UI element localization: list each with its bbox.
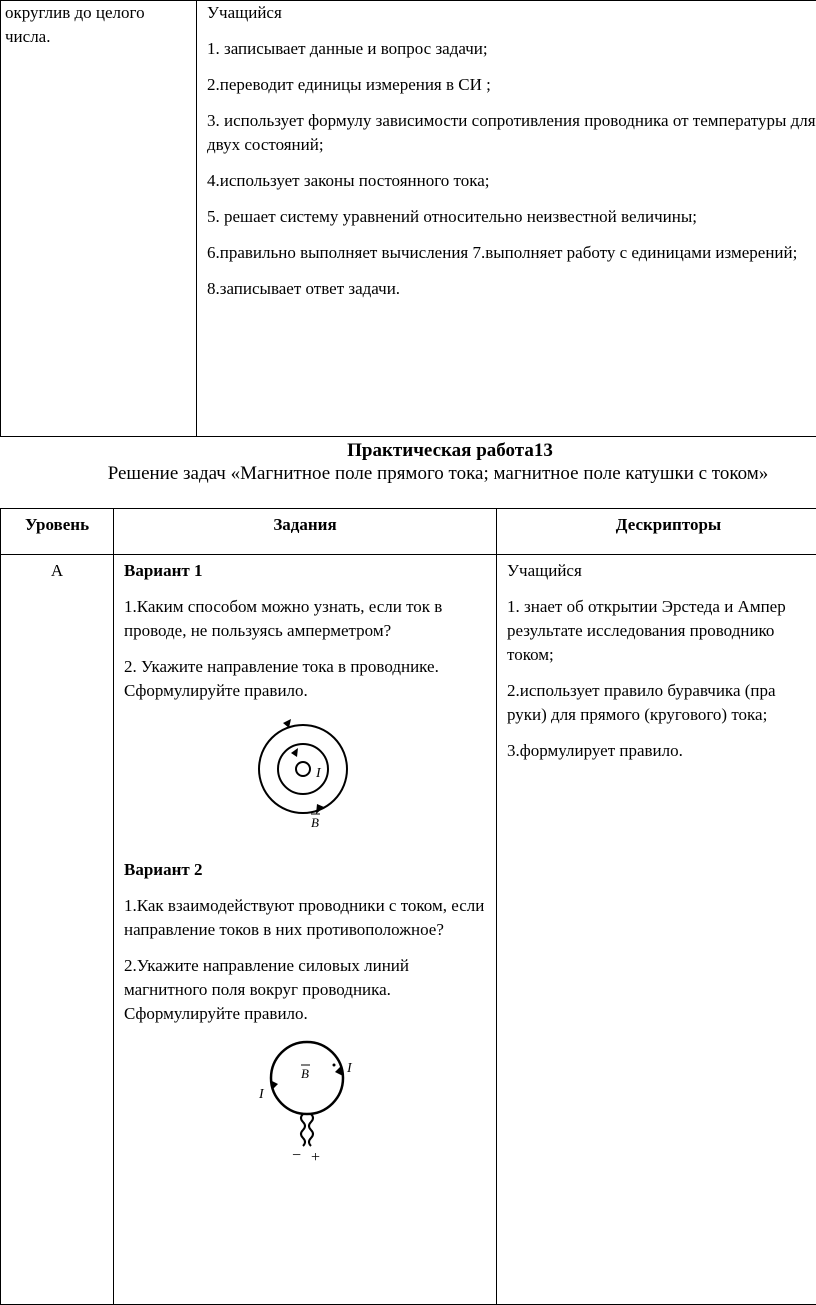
current-label: I bbox=[315, 766, 322, 781]
level-cell: А bbox=[1, 555, 114, 1305]
criteria-line: 3. использует формулу зависимости сопротивления проводника от температуры для двух состояний; bbox=[207, 109, 816, 157]
header-tasks: Задания bbox=[114, 509, 497, 555]
variant2-question2: 2.Укажите направление силовых линий магнитного поля вокруг проводника. Сформулируйте правило. bbox=[124, 954, 486, 1026]
criteria-left-cell bbox=[1, 1, 197, 437]
descriptor-line: Учащийся bbox=[507, 559, 816, 583]
variant1-question1: 1.Каким способом можно узнать, если ток в проводе, не пользуясь амперметром? bbox=[124, 595, 486, 643]
variant2-question1: 1.Как взаимодействуют проводники с током, если направление токов в них противоположное? bbox=[124, 894, 486, 942]
criteria-line: Учащийся bbox=[207, 1, 816, 25]
field-label: B bbox=[301, 1066, 309, 1081]
straight-current-field-figure bbox=[245, 715, 365, 830]
descriptors-cell bbox=[497, 555, 816, 1305]
current-label-left: I bbox=[258, 1087, 265, 1102]
header-descriptors: Дескрипторы bbox=[497, 509, 816, 555]
section-title: Практическая работа13 bbox=[0, 440, 816, 462]
outer-field-circle bbox=[259, 725, 347, 813]
field-arrow-icon bbox=[291, 748, 298, 757]
lead-wire-left bbox=[301, 1114, 305, 1146]
lead-wire-right bbox=[309, 1114, 313, 1146]
tasks-cell bbox=[114, 555, 497, 1305]
section-subtitle: Решение задач «Магнитное поле прямого тока; магнитное поле катушки с током» bbox=[0, 463, 816, 485]
variant1-question2: 2. Укажите направление тока в проводнике. Сформулируйте правило. bbox=[124, 655, 486, 703]
criteria-line: 5. решает систему уравнений относительно неизвестной величины; bbox=[207, 205, 816, 229]
descriptor-line: 3.формулирует правило. bbox=[507, 739, 816, 763]
current-label-right: I bbox=[346, 1061, 353, 1076]
table-row bbox=[1, 555, 816, 1305]
conductor-circle bbox=[296, 762, 310, 776]
criteria-table bbox=[0, 0, 816, 437]
criteria-line: 6.правильно выполняет вычисления 7.выполняет работу с единицами измерений; bbox=[207, 241, 816, 265]
current-arrow-icon bbox=[270, 1080, 278, 1090]
header-row bbox=[1, 509, 816, 555]
criteria-line: 1. записывает данные и вопрос задачи; bbox=[207, 37, 816, 61]
descriptor-line: током; bbox=[507, 643, 816, 667]
circular-current-field-figure bbox=[245, 1038, 365, 1163]
criteria-line: 2.переводит единицы измерения в СИ ; bbox=[207, 73, 816, 97]
plus-terminal: + bbox=[311, 1149, 320, 1163]
field-label: B bbox=[311, 815, 319, 830]
descriptor-line: 1. знает об открытии Эрстеда и Ампер bbox=[507, 595, 816, 619]
criteria-right-cell bbox=[197, 1, 816, 437]
criteria-left-text: округлив до целого числа. bbox=[5, 3, 145, 46]
criteria-line: 8.записывает ответ задачи. bbox=[207, 277, 816, 301]
minus-terminal: − bbox=[292, 1147, 301, 1163]
field-dot-icon bbox=[333, 1064, 336, 1067]
descriptor-line: руки) для прямого (кругового) тока; bbox=[507, 703, 816, 727]
descriptor-line: результате исследования проводнико bbox=[507, 619, 816, 643]
criteria-line: 4.использует законы постоянного тока; bbox=[207, 169, 816, 193]
tasks-table bbox=[0, 508, 816, 1305]
header-level: Уровень bbox=[1, 509, 114, 555]
variant1-title: Вариант 1 bbox=[124, 559, 486, 583]
variant2-title: Вариант 2 bbox=[124, 858, 486, 882]
descriptor-line: 2.использует правило буравчика (пра bbox=[507, 679, 816, 703]
